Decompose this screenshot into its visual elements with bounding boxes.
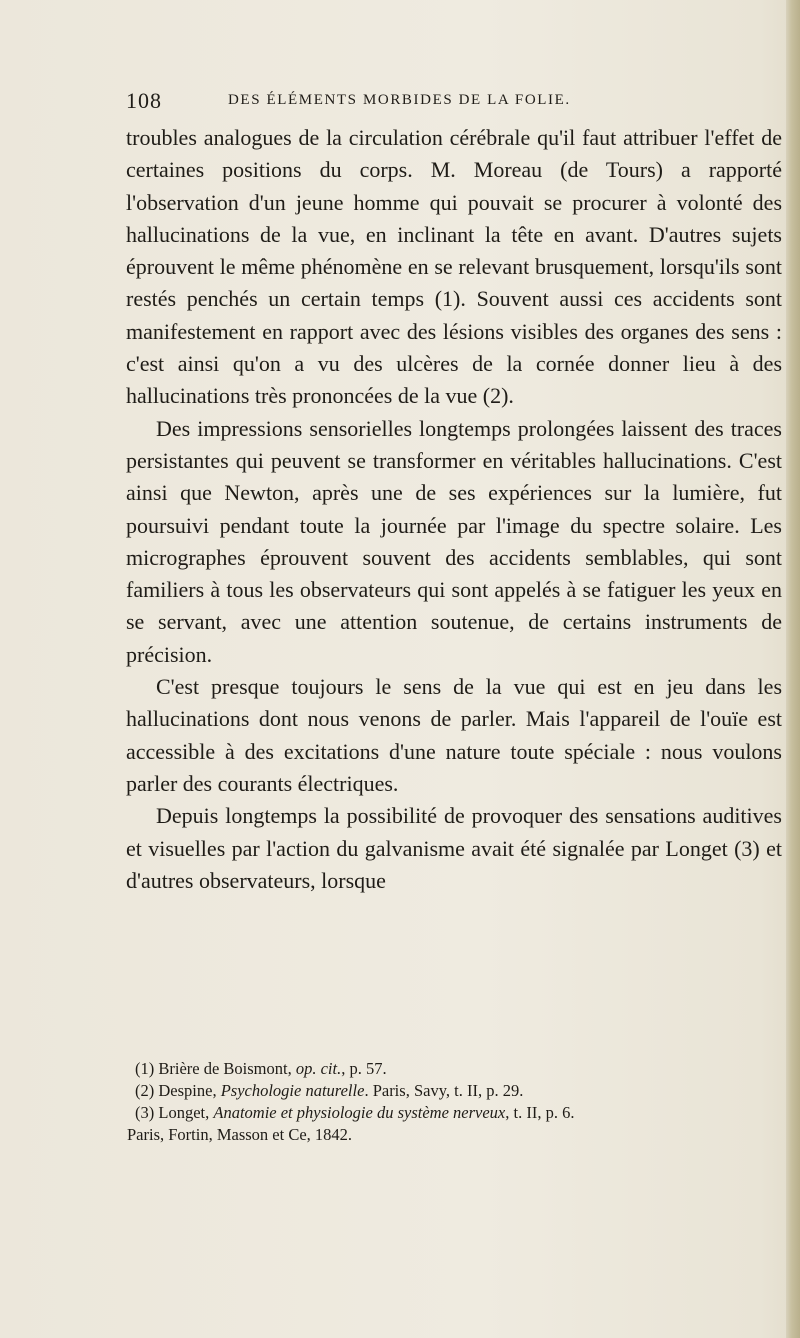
footnote-title: op. cit.: [295, 1059, 342, 1078]
footnote-reference: . Paris, Savy, t. II, p. 29.: [364, 1081, 524, 1100]
footnote-3: [135, 1102, 785, 1124]
footnote-marker: (3): [135, 1103, 155, 1122]
footnote-2: [135, 1080, 785, 1102]
paragraph: C'est presque toujours le sens de la vue qui est en jeu dans les hallucinations dont nous venons de parler. Mais l'appareil de l'ouïe est accessible à des excitations d'une nature toute spéciale : nous voulons parler des courants électriques.: [126, 674, 782, 796]
footnote-marker: (1): [135, 1059, 155, 1078]
page-number: 108: [126, 88, 162, 113]
page-header: [126, 88, 686, 118]
footnote-author: Brière de Boismont,: [158, 1059, 296, 1078]
page-edge-shadow: [786, 0, 800, 1338]
footnote-title: Psychologie naturelle: [220, 1081, 365, 1100]
footnote-marker: (2): [135, 1081, 155, 1100]
footnotes: [127, 1058, 785, 1146]
footnote-1: [135, 1058, 785, 1080]
footnote-author: Despine,: [158, 1081, 221, 1100]
footnote-author: Longet,: [158, 1103, 214, 1122]
footnote-reference: , t. II, p. 6.: [505, 1103, 575, 1122]
footnote-title: Anatomie et physiologie du système nerveux: [213, 1103, 506, 1122]
paragraph: Des impressions sensorielles longtemps prolongées laissent des traces persistantes qui peuvent se transformer en véritables hallucinations. C'est ainsi que Newton, après une de ses expériences sur la lumière, fut poursuivi pendant toute la journée par l'image du spectre solaire. Les micrographes éprouvent souvent des accidents semblables, qui sont familiers à tous les observateurs qui sont appelés à se fatiguer les yeux en se servant, avec une attention soutenue, de certains instruments de précision.: [126, 415, 782, 667]
footnote-reference: , p. 57.: [341, 1059, 387, 1078]
running-head: DES ÉLÉMENTS MORBIDES DE LA FOLIE.: [228, 92, 571, 108]
paragraph: Depuis longtemps la possibilité de provoquer des sensations auditives et visuelles par l'action du galvanisme avait été signalée par Longet (3) et d'autres observateurs, lorsque: [126, 803, 782, 893]
footnote-3-continuation: Paris, Fortin, Masson et Ce, 1842.: [127, 1125, 353, 1144]
body-text: [126, 122, 782, 897]
paragraph: troubles analogues de la circulation cérébrale qu'il faut attribuer l'effet de certaines positions du corps. M. Moreau (de Tours) a rapporté l'observation d'un jeune homme qui pouvait se procurer à volonté des hallucinations de la vue, en inclinant la tête en avant. D'autres sujets éprouvent le même phénomène en se relevant brusquement, lorsqu'ils sont restés penchés un certain temps (1). Souvent aussi ces accidents sont manifestement en rapport avec des lésions visibles des organes des sens : c'est ainsi qu'on a vu des ulcères de la cornée donner lieu à des hallucinations très prononcées de la vue (2).: [126, 125, 782, 409]
